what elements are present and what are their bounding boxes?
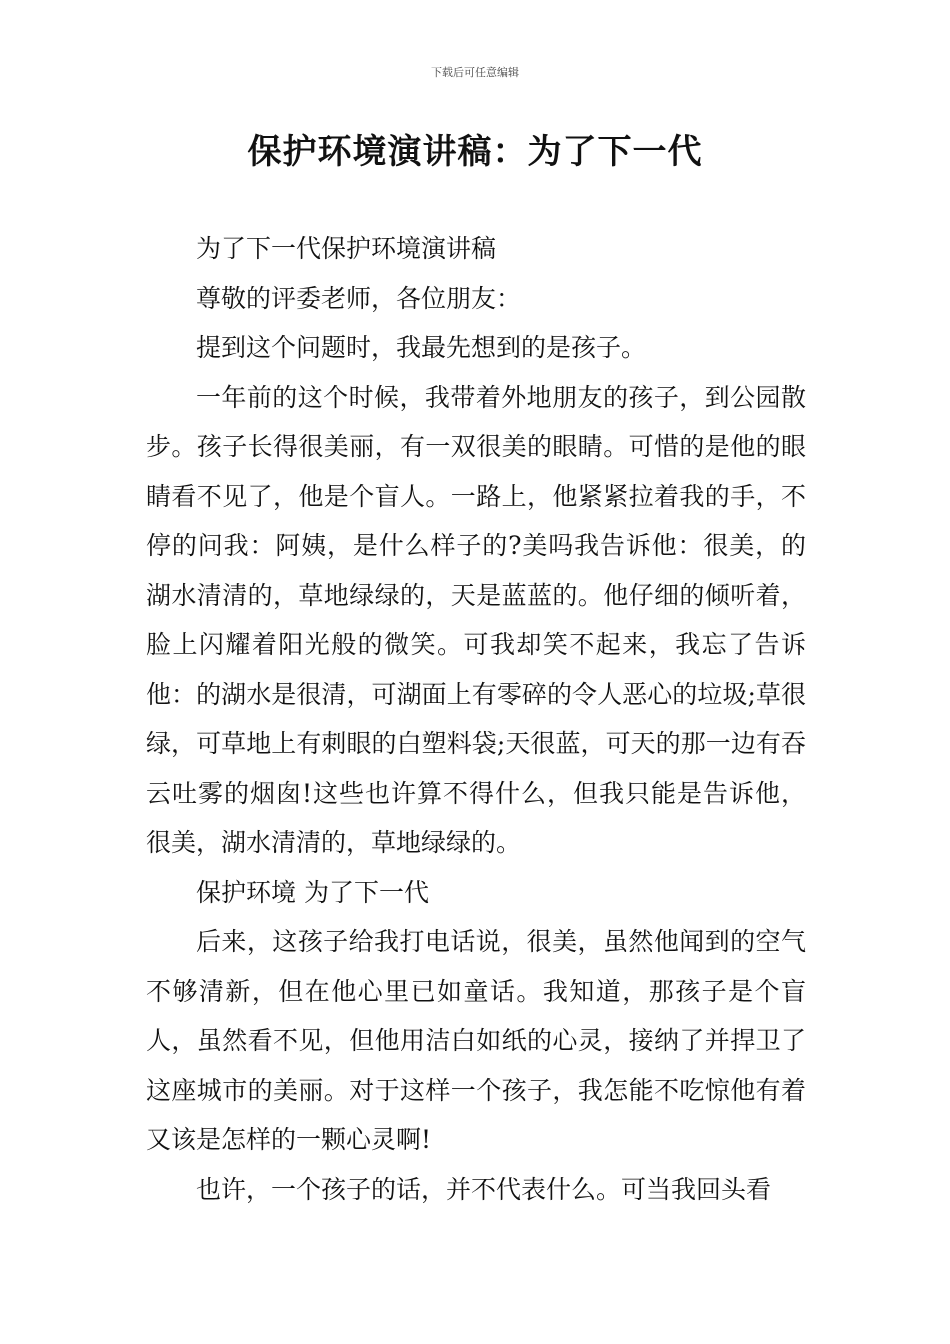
paragraph-subtitle: 为了下一代保护环境演讲稿 <box>196 234 497 263</box>
paragraph: 后来，这孩子给我打电话说，很美，虽然他闻到的空气不够清新，但在他心里已如童话。我知道，那孩子是个盲人，虽然看不见，但他用洁白如纸的心灵，接纳了并捍卫了这座城市的美丽。对于这样一个孩子，我怎能不吃惊他有着又该是怎样的一颗心灵啊! <box>146 927 806 1154</box>
paragraph-heading: 保护环境 为了下一代 <box>196 877 429 907</box>
document-body <box>146 224 806 1214</box>
paragraph: 提到这个问题时，我最先想到的是孩子。 <box>196 333 647 362</box>
header-note: 下载后可任意编辑 <box>431 66 519 79</box>
document-title: 保护环境演讲稿：为了下一代 <box>247 132 703 172</box>
paragraph: 一年前的这个时候，我带着外地朋友的孩子，到公园散步。孩子长得很美丽，有一双很美的眼睛。可惜的是他的眼睛看不见了，他是个盲人。一路上，他紧紧拉着我的手，不停的问我：阿姨，是什么样子的?美吗我告诉他：很美，的湖水清清的，草地绿绿的，天是蓝蓝的。他仔细的倾听着，脸上闪耀着阳光般的微笑。可我却笑不起来，我忘了告诉他：的湖水是很清，可湖面上有零碎的令人恶心的垃圾;草很绿，可草地上有刺眼的白塑料袋;天很蓝，可天的那一边有吞云吐雾的烟囱!这些也许算不得什么，但我只能是告诉他，很美，湖水清清的，草地绿绿的。 <box>146 382 806 857</box>
paragraph-salutation: 尊敬的评委老师，各位朋友： <box>196 283 522 313</box>
paragraph: 也许，一个孩子的话，并不代表什么。可当我回头看 <box>196 1174 772 1204</box>
